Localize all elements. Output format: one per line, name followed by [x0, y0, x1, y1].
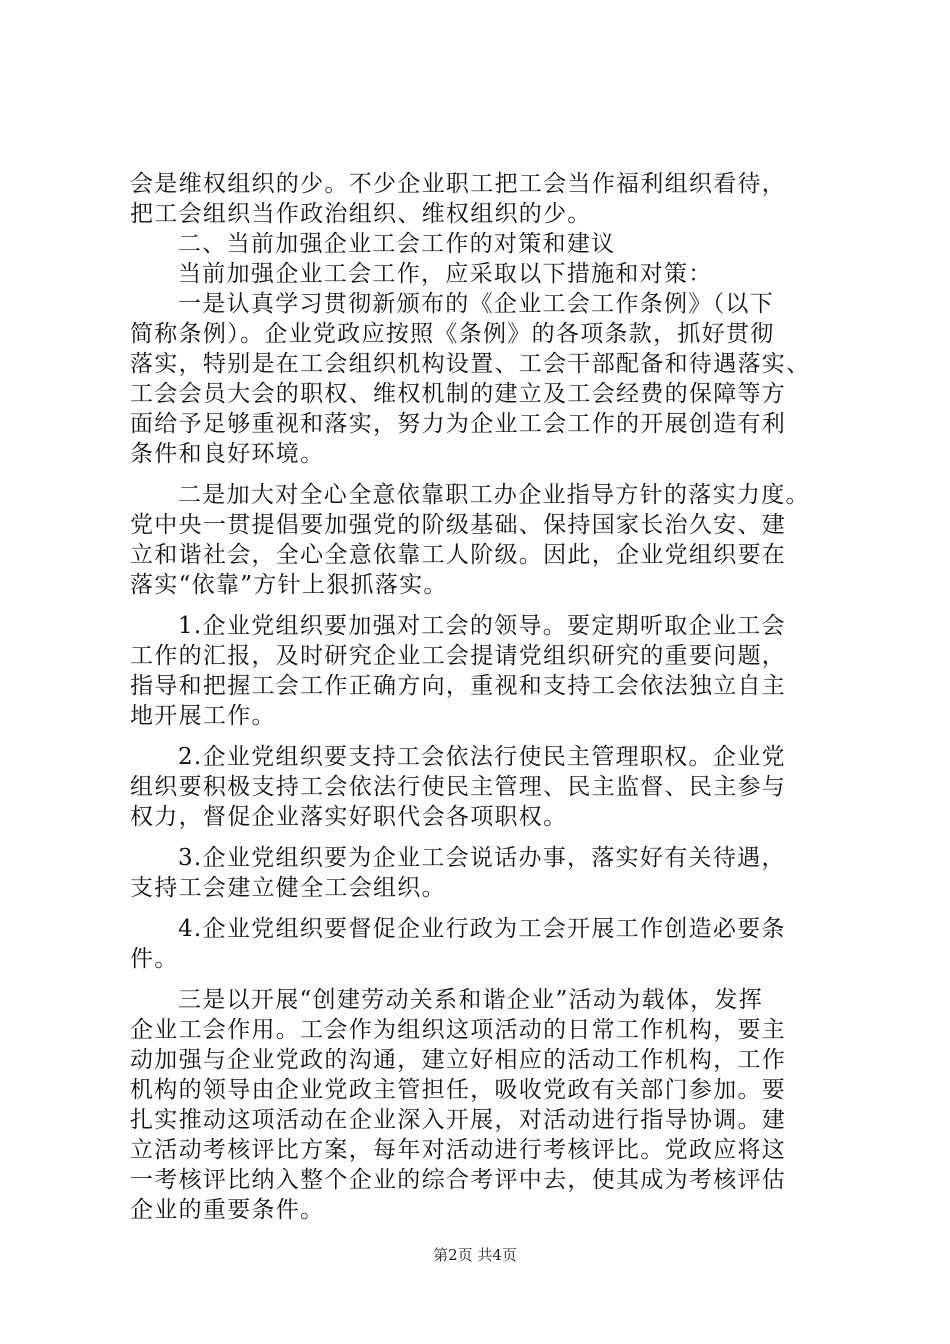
paragraph-gap — [130, 974, 842, 985]
text-line: 指导和把握工会工作正确方向，重视和支持工会依法独立自主 — [130, 673, 787, 699]
text-line: 条件和良好环境。 — [130, 441, 325, 467]
text-line: 落实，特别是在工会组织机构设置、工会干部配备和待遇落实、 — [130, 351, 811, 377]
text-line: 企业工会作用。工会作为组织这项活动的日常工作机构，要主 — [130, 1017, 787, 1043]
text-line: 2.企业党组织要支持工会依法行使民主管理职权。企业党 — [178, 744, 786, 770]
text-line: 会是维权组织的少。不少企业职工把工会当作福利组织看待， — [130, 171, 787, 197]
paragraph — [130, 289, 842, 469]
text-line: 党中央一贯提倡要加强党的阶级基础、保持国家长治久安、建 — [130, 512, 787, 538]
paragraph — [130, 169, 842, 229]
text-line: 简称条例）。企业党政应按照《条例》的各项条款，抓好贯彻 — [130, 321, 775, 347]
paragraph — [130, 259, 842, 289]
text-line: 工会会员大会的职权、维权机制的建立及工会经费的保障等方 — [130, 381, 787, 407]
text-line: 当前加强企业工会工作，应采取以下措施和对策： — [178, 261, 713, 287]
text-line: 一考核评比纳入整个企业的综合考评中去，使其成为考核评估 — [130, 1167, 787, 1193]
paragraph-gap — [130, 731, 842, 742]
paragraph — [130, 914, 842, 974]
text-line: 企业的重要条件。 — [130, 1197, 325, 1223]
text-line: 面给予足够重视和落实，努力为企业工会工作的开展创造有利 — [130, 411, 787, 437]
text-line: 落实“依靠”方针上狠抓落实。 — [130, 572, 448, 598]
text-line: 立和谐社会，全心全意依靠工人阶级。因此，企业党组织要在 — [130, 542, 787, 568]
paragraph — [130, 985, 842, 1225]
paragraph — [130, 229, 842, 259]
text-line: 权力，督促企业落实好职代会各项职权。 — [130, 804, 568, 830]
document-body — [130, 169, 842, 1225]
text-line: 4.企业党组织要督促企业行政为工会开展工作创造必要条 — [178, 916, 786, 942]
text-line: 件。 — [130, 946, 179, 972]
text-line: 把工会组织当作政治组织、维权组织的少。 — [130, 201, 592, 227]
text-line: 三是以开展“创建劳动关系和谐企业”活动为载体，发挥 — [178, 987, 764, 1013]
text-line: 1.企业党组织要加强对工会的领导。要定期听取企业工会 — [178, 613, 786, 639]
text-line: 二是加大对全心全意依靠职工办企业指导方针的落实力度。 — [178, 482, 810, 508]
page-footer: 第2页 共4页 — [433, 1246, 517, 1264]
paragraph — [130, 843, 842, 903]
text-line: 立活动考核评比方案，每年对活动进行考核评比。党政应将这 — [130, 1137, 787, 1163]
text-line: 机构的领导由企业党政主管担任，吸收党政有关部门参加。要 — [130, 1077, 787, 1103]
paragraph-gap — [130, 903, 842, 914]
text-line: 地开展工作。 — [130, 703, 276, 729]
paragraph-gap — [130, 600, 842, 611]
text-line: 组织要积极支持工会依法行使民主管理、民主监督、民主参与 — [130, 774, 787, 800]
paragraph — [130, 480, 842, 600]
text-line: 工作的汇报，及时研究企业工会提请党组织研究的重要问题， — [130, 643, 787, 669]
text-line: 支持工会建立健全工会组织。 — [130, 875, 446, 901]
paragraph-gap — [130, 832, 842, 843]
paragraph-gap — [130, 469, 842, 480]
paragraph — [130, 611, 842, 731]
text-line: 一是认真学习贯彻新颁布的《企业工会工作条例》（以下 — [178, 291, 774, 317]
text-line: 扎实推动这项活动在企业深入开展，对活动进行指导协调。建 — [130, 1107, 787, 1133]
text-line: 3.企业党组织要为企业工会说话办事，落实好有关待遇， — [178, 845, 786, 871]
text-line: 二、当前加强企业工会工作的对策和建议 — [178, 231, 616, 257]
text-line: 动加强与企业党政的沟通，建立好相应的活动工作机构，工作 — [130, 1047, 787, 1073]
paragraph — [130, 742, 842, 832]
